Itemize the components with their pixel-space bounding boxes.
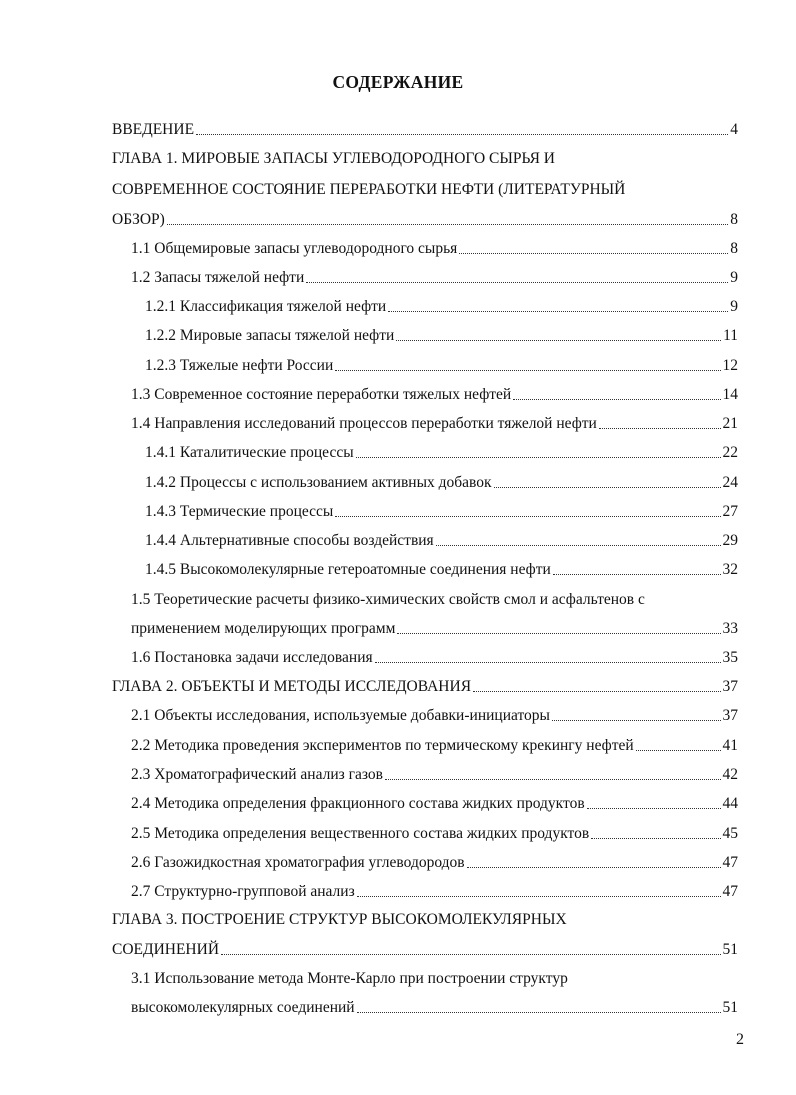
toc-page-number: 12 — [722, 357, 738, 374]
dot-leader — [636, 749, 721, 751]
toc-page-number: 8 — [730, 240, 738, 257]
toc-entry-1-4 — [131, 414, 738, 434]
dot-leader — [335, 515, 720, 517]
toc-entry-text: 2.6 Газожидкостная хроматография углеводородов — [131, 854, 465, 871]
toc-entry-text: 1.4.1 Каталитические процессы — [145, 444, 354, 461]
dot-leader — [167, 223, 728, 225]
toc-entry-text: 1.6 Постановка задачи исследования — [131, 649, 373, 666]
dot-leader — [357, 1011, 721, 1013]
dot-leader — [459, 252, 728, 254]
dot-leader — [335, 369, 720, 371]
toc-entry-text: ОБЗОР) — [112, 211, 165, 228]
toc-page-number: 47 — [722, 854, 738, 871]
toc-page-number: 35 — [722, 649, 738, 666]
dot-leader — [396, 339, 721, 341]
toc-entry-text: 2.4 Методика определения фракционного состава жидких продуктов — [131, 795, 585, 812]
toc-entry-line: ГЛАВА 1. МИРОВЫЕ ЗАПАСЫ УГЛЕВОДОРОДНОГО СЫРЬЯ И — [112, 150, 555, 167]
toc-entry-text: 1.4.5 Высокомолекулярные гетероатомные соединения нефти — [145, 561, 551, 578]
dot-leader — [494, 486, 721, 488]
toc-entry-text: 1.1 Общемировые запасы углеводородного сырья — [131, 240, 458, 257]
toc-entry-2-6 — [131, 853, 738, 873]
toc-entry-text: высокомолекулярных соединений — [131, 999, 355, 1016]
toc-page-number: 44 — [722, 795, 738, 812]
toc-page-number: 29 — [722, 532, 738, 549]
toc-entry-text: 1.3 Современное состояние переработки тяжелых нефтей — [131, 386, 512, 403]
toc-page-number: 37 — [722, 678, 738, 695]
toc-entry-text: СОЕДИНЕНИЙ — [112, 941, 220, 958]
dot-leader — [357, 895, 721, 897]
toc-entry-text: 1.4.3 Термические процессы — [145, 503, 334, 520]
toc-entry-text: 2.2 Методика проведения экспериментов по термическому крекингу нефтей — [131, 737, 634, 754]
toc-entry-1-2-1 — [145, 297, 738, 317]
toc-page-number: 8 — [730, 211, 738, 228]
dot-leader — [473, 690, 720, 692]
toc-entry-1-2-3 — [145, 356, 738, 376]
dot-leader — [553, 573, 721, 575]
toc-entry-1-4-1 — [145, 443, 738, 463]
toc-entry-1-2-2 — [145, 326, 738, 346]
toc-page-number: 24 — [722, 474, 738, 491]
toc-page-number: 14 — [722, 386, 738, 403]
dot-leader — [388, 310, 728, 312]
toc-entry-text: 1.4.4 Альтернативные способы воздействия — [145, 532, 434, 549]
toc-entry-1-4-4 — [145, 531, 738, 551]
dot-leader — [385, 778, 721, 780]
toc-entry-2-5 — [131, 824, 738, 844]
dot-leader — [375, 661, 721, 663]
toc-entry-text: 1.4 Направления исследований процессов переработки тяжелой нефти — [131, 415, 597, 432]
toc-entry-intro — [112, 120, 738, 140]
page-number: 2 — [736, 1031, 744, 1048]
toc-entry-1-4-3 — [145, 502, 738, 522]
toc-entry-1-6 — [131, 648, 738, 668]
toc-entry-line: СОВРЕМЕННОЕ СОСТОЯНИЕ ПЕРЕРАБОТКИ НЕФТИ (ЛИТЕРАТУРНЫЙ — [112, 181, 626, 198]
toc-page-number: 11 — [723, 327, 738, 344]
dot-leader — [591, 837, 720, 839]
toc-entry-line: 1.5 Теоретические расчеты физико-химических свойств смол и асфальтенов с — [131, 591, 645, 608]
toc-page-number: 37 — [722, 707, 738, 724]
toc-entry-2-2 — [131, 736, 738, 756]
toc-page-number: 33 — [722, 620, 738, 637]
toc-page-number: 51 — [722, 999, 738, 1016]
toc-entry-1-1 — [131, 239, 738, 259]
toc-entry-text: 1.2.1 Классификация тяжелой нефти — [145, 298, 387, 315]
toc-page-number: 9 — [730, 269, 738, 286]
toc-page-number: 51 — [722, 941, 738, 958]
dot-leader — [397, 632, 720, 634]
toc-entry-text: 2.5 Методика определения вещественного состава жидких продуктов — [131, 825, 590, 842]
toc-page-number: 27 — [722, 503, 738, 520]
toc-entry-text: 1.4.2 Процессы с использованием активных добавок — [145, 474, 492, 491]
toc-entry-text: 1.2 Запасы тяжелой нефти — [131, 269, 305, 286]
toc-page-number: 22 — [722, 444, 738, 461]
toc-entry-2-7 — [131, 882, 738, 902]
toc-entry-text: 2.7 Структурно-групповой анализ — [131, 883, 355, 900]
toc-entry-2-1 — [131, 706, 738, 726]
toc-page-number: 4 — [730, 121, 738, 138]
toc-page-number: 21 — [722, 415, 738, 432]
toc-page-number: 42 — [722, 766, 738, 783]
toc-entry-1-2 — [131, 268, 738, 288]
dot-leader — [356, 456, 721, 458]
toc-entry-1-4-5 — [145, 560, 738, 580]
toc-entry-text: применением моделирующих программ — [131, 620, 396, 637]
toc-entry-3-1 — [131, 998, 738, 1018]
dot-leader — [436, 544, 721, 546]
toc-entry-text: 1.2.2 Мировые запасы тяжелой нефти — [145, 327, 395, 344]
page-title: СОДЕРЖАНИЕ — [332, 72, 464, 92]
dot-leader — [513, 398, 720, 400]
dot-leader — [599, 427, 721, 429]
toc-entry-chapter-1 — [112, 210, 738, 230]
toc-entry-1-5 — [131, 619, 738, 639]
dot-leader — [196, 133, 728, 135]
dot-leader — [467, 866, 721, 868]
dot-leader — [552, 719, 721, 721]
toc-entry-text: 2.1 Объекты исследования, используемые добавки-инициаторы — [131, 707, 550, 724]
toc-page-number: 47 — [722, 883, 738, 900]
toc-entry-1-4-2 — [145, 473, 738, 493]
toc-entry-text: ВВЕДЕНИЕ — [112, 121, 195, 138]
toc-page-number: 45 — [722, 825, 738, 842]
toc-page-number: 9 — [730, 298, 738, 315]
dot-leader — [306, 281, 728, 283]
toc-entry-line: ГЛАВА 3. ПОСТРОЕНИЕ СТРУКТУР ВЫСОКОМОЛЕКУЛЯРНЫХ — [112, 911, 567, 928]
toc-entry-chapter-2 — [112, 677, 738, 697]
toc-entry-1-3 — [131, 385, 738, 405]
toc-entry-2-4 — [131, 794, 738, 814]
toc-entry-text: 1.2.3 Тяжелые нефти России — [145, 357, 334, 374]
toc-entry-text: ГЛАВА 2. ОБЪЕКТЫ И МЕТОДЫ ИССЛЕДОВАНИЯ — [112, 678, 472, 695]
toc-page-number: 41 — [722, 737, 738, 754]
toc-entry-text: 2.3 Хроматографический анализ газов — [131, 766, 383, 783]
toc-entry-line: 3.1 Использование метода Монте-Карло при построении структур — [131, 970, 568, 987]
toc-entry-chapter-3 — [112, 940, 738, 960]
dot-leader — [587, 807, 721, 809]
dot-leader — [221, 953, 720, 955]
toc-entry-2-3 — [131, 765, 738, 785]
toc-page-number: 32 — [722, 561, 738, 578]
